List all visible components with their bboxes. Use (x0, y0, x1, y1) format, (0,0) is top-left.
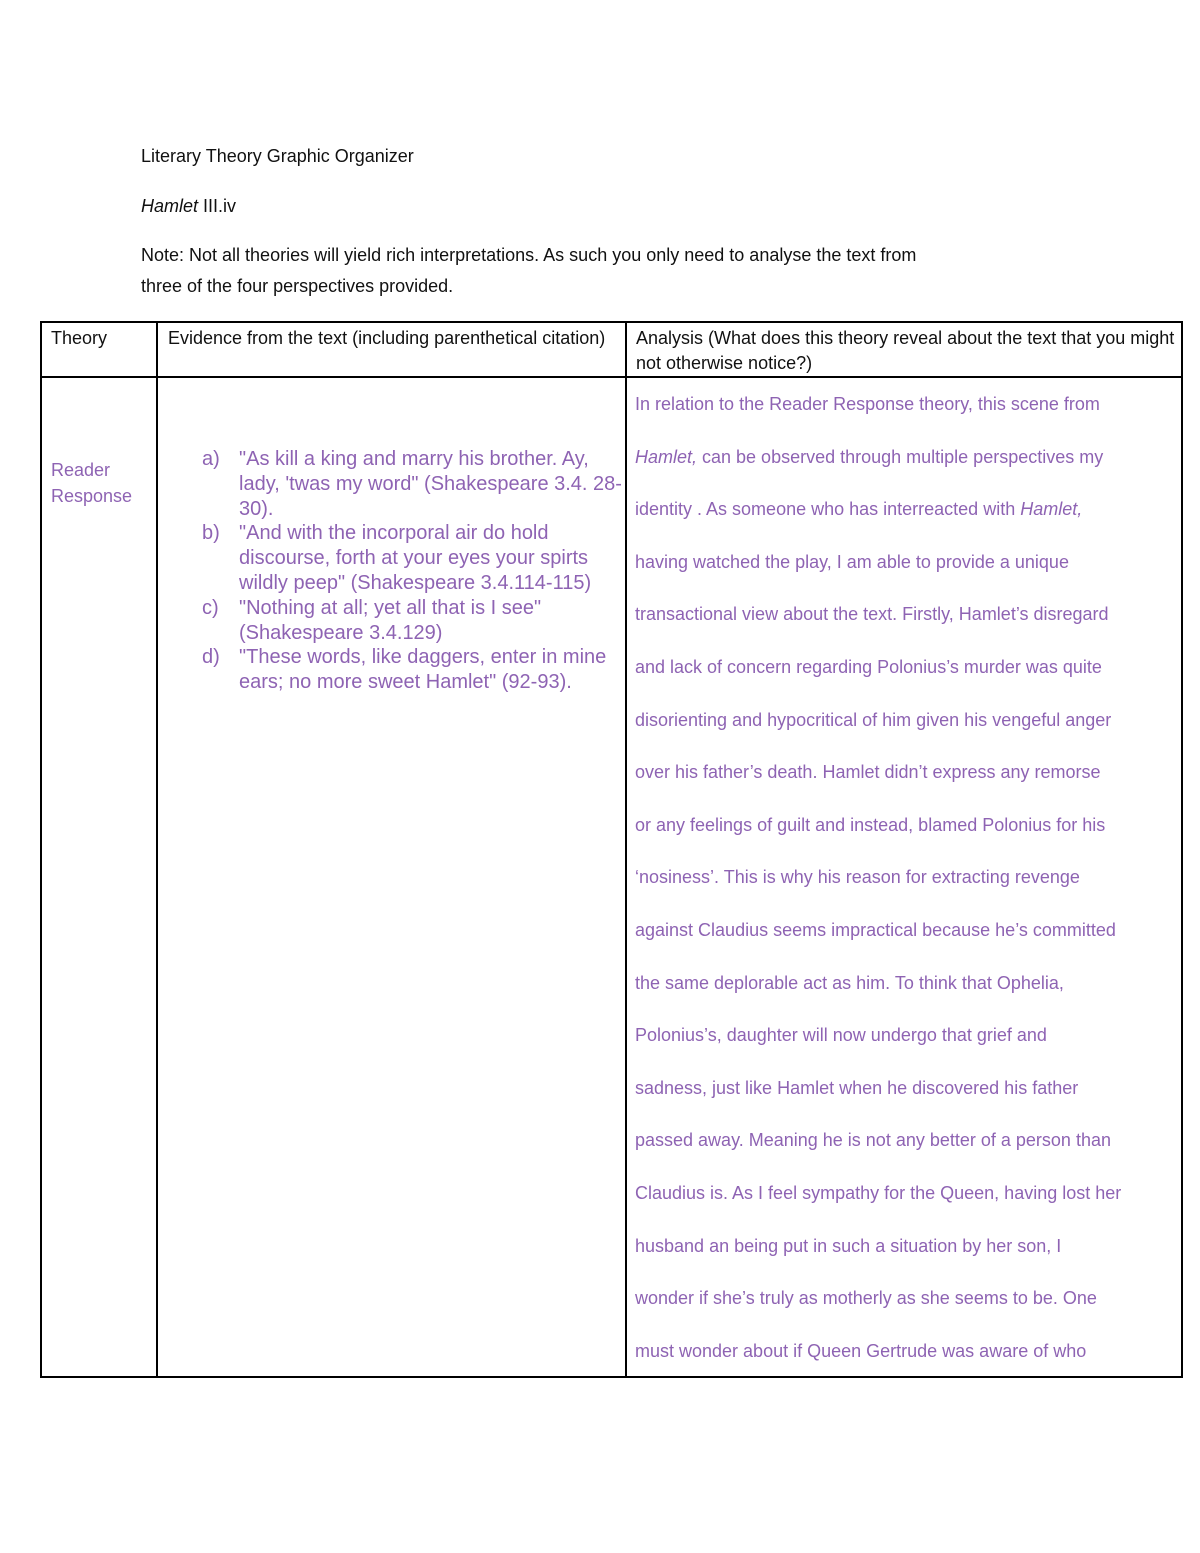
evidence-marker: c) (202, 596, 219, 619)
evidence-marker: a) (202, 448, 220, 470)
header-evidence: Evidence from the text (including parenthetical citation) (168, 328, 606, 348)
analysis-line: identity . As someone who has interreacted with Hamlet, (635, 499, 1083, 520)
analysis-cell (635, 378, 1180, 1377)
document-subtitle (141, 194, 236, 218)
evidence-quote: "These words, like daggers, enter in mine ears; no more sweet Hamlet" (92-93). (239, 646, 607, 694)
analysis-line: against Claudius seems impractical because he’s committed (635, 919, 1116, 940)
analysis-line: Polonius’s, daughter will now undergo that grief and (635, 1025, 1047, 1046)
column-divider (625, 323, 627, 1376)
act-scene: III.iv (198, 196, 237, 216)
analysis-line: over his father’s death. Hamlet didn’t express any remorse (635, 762, 1101, 783)
header-analysis: Analysis (What does this theory reveal about the text that you might not otherwise notice?) (636, 328, 1175, 373)
analysis-line: the same deplorable act as him. To think that Ophelia, (635, 972, 1064, 993)
evidence-item (202, 521, 622, 595)
evidence-item (202, 596, 622, 646)
column-divider (156, 323, 158, 1376)
evidence-marker: b) (202, 522, 220, 545)
analysis-line: disorienting and hypocritical of him given his vengeful anger (635, 709, 1112, 730)
analysis-line: wonder if she’s truly as motherly as she seems to be. One (635, 1288, 1097, 1309)
analysis-line: passed away. Meaning he is not any better of a person than (635, 1130, 1111, 1151)
graphic-organizer-table (40, 321, 1183, 1378)
evidence-quote: "As kill a king and marry his brother. Ay, lady, 'twas my word" (Shakespeare 3.4. 28-30). (239, 448, 622, 520)
analysis-line: or any feelings of guilt and instead, blamed Polonius for his (635, 814, 1106, 835)
header-theory: Theory (51, 328, 108, 348)
analysis-line: Hamlet, can be observed through multiple perspectives my (635, 446, 1104, 467)
instruction-note-line: Note: Not all theories will yield rich interpretations. As such you only need to analyse the text from (141, 245, 917, 265)
instruction-note-line: three of the four perspectives provided. (141, 276, 454, 296)
analysis-line: and lack of concern regarding Polonius’s murder was quite (635, 656, 1102, 677)
analysis-line: In relation to the Reader Response theory, this scene from (635, 394, 1100, 414)
evidence-quote: "And with the incorporal air do hold discourse, forth at your eyes your spirts wildly peep" (Shakespeare 3.4.114-115) (239, 522, 592, 594)
evidence-quote: "Nothing at all; yet all that is I see" (Shakespeare 3.4.129) (239, 596, 542, 644)
analysis-line: Claudius is. As I feel sympathy for the Queen, having lost her (635, 1182, 1122, 1203)
analysis-line: ‘nosiness’. This is why his reason for extracting revenge (635, 867, 1080, 888)
play-title: Hamlet (141, 196, 199, 216)
evidence-item (202, 447, 622, 521)
evidence-list (202, 447, 622, 695)
analysis-line: husband an being put in such a situation by her son, I (635, 1235, 1062, 1256)
document-title: Literary Theory Graphic Organizer (141, 146, 414, 166)
analysis-line: transactional view about the text. Firstly, Hamlet’s disregard (635, 604, 1109, 625)
evidence-marker: d) (202, 646, 220, 669)
analysis-line: having watched the play, I am able to provide a unique (635, 551, 1069, 572)
analysis-line: must wonder about if Queen Gertrude was aware of who (635, 1340, 1087, 1361)
evidence-item (202, 645, 622, 695)
analysis-line: sadness, just like Hamlet when he discovered his father (635, 1077, 1079, 1098)
theory-cell: Reader Response (51, 460, 133, 506)
